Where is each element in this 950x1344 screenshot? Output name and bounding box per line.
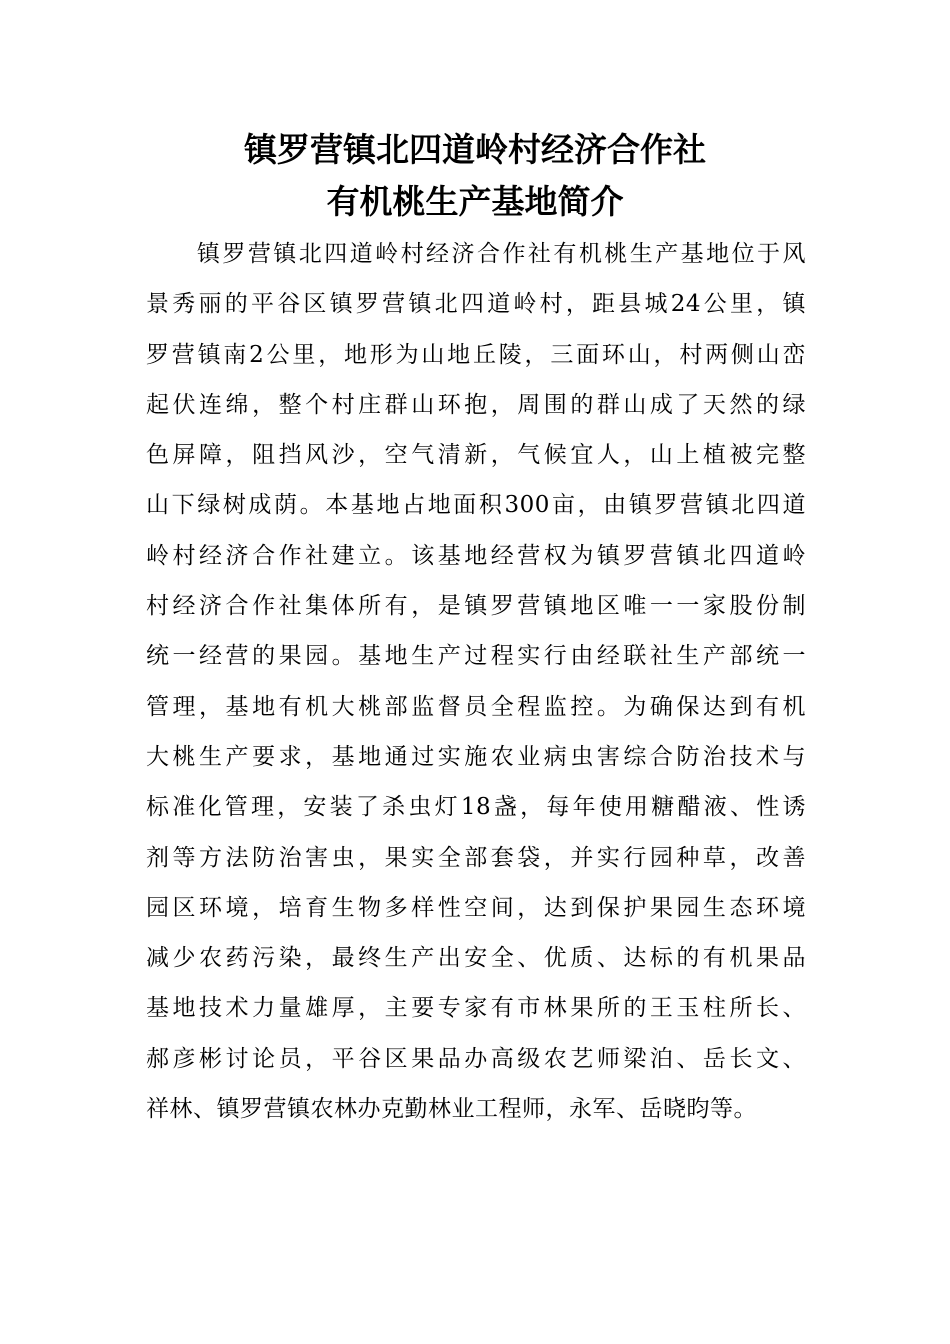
body-line: 色屏障，阻挡风沙，空气清新，气候宜人，山上植被完整 <box>146 442 806 469</box>
body-line: 村经济合作社集体所有，是镇罗营镇地区唯一一家股份制 <box>146 593 806 620</box>
body-line: 郝彦彬讨论员，平谷区果品办高级农艺师梁泊、岳长文、 <box>146 1045 806 1072</box>
body-line: 镇罗营镇北四道岭村经济合作社有机桃生产基地位于风 <box>146 241 806 267</box>
body-line: 标准化管理，安装了杀虫灯18盏，每年使用糖醋液、性诱 <box>146 794 806 821</box>
body-line: 减少农药污染，最终生产出安全、优质、达标的有机果品 <box>146 945 806 972</box>
body-line: 剂等方法防治害虫，果实全部套袋，并实行园种草，改善 <box>146 844 806 871</box>
body-line: 祥林、镇罗营镇农林办克勤林业工程师，永军、岳晓昀等。 <box>146 1096 757 1123</box>
body-line: 罗营镇南2公里，地形为山地丘陵，三面环山，村两侧山峦 <box>146 341 806 368</box>
body-line: 岭村经济合作社建立。该基地经营权为镇罗营镇北四道岭 <box>146 542 806 569</box>
body-line: 统一经营的果园。基地生产过程实行由经联社生产部统一 <box>146 643 806 670</box>
body-line: 管理，基地有机大桃部监督员全程监控。为确保达到有机 <box>146 693 806 720</box>
body-line: 基地技术力量雄厚，主要专家有市林果所的王玉柱所长、 <box>146 995 806 1022</box>
body-line: 园区环境，培育生物多样性空间，达到保护果园生态环境 <box>146 894 806 921</box>
document-title-line-2: 有机桃生产基地简介 <box>326 182 624 221</box>
body-line: 起伏连绵，整个村庄群山环抱，周围的群山成了天然的绿 <box>146 391 806 418</box>
document-body <box>146 229 806 1134</box>
body-line: 山下绿树成荫。本基地占地面积300亩，由镇罗营镇北四道 <box>146 492 806 519</box>
body-line: 景秀丽的平谷区镇罗营镇北四道岭村，距县城24公里，镇 <box>146 291 806 318</box>
body-line: 大桃生产要求，基地通过实施农业病虫害综合防治技术与 <box>146 743 806 770</box>
document-title-line-1: 镇罗营镇北四道岭村经济合作社 <box>244 130 706 169</box>
